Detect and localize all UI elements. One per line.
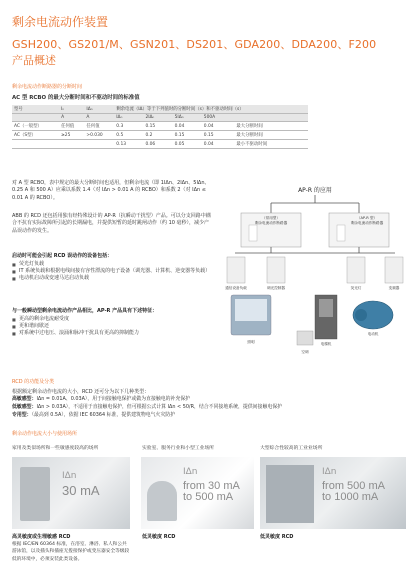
photo-lab-symbol: IΔn [183, 467, 198, 477]
table-cell: 最小不驱动时间 [234, 140, 308, 149]
list-item: ■ 荧光灯负载 [12, 261, 217, 268]
load-label-dimmer: 调光控制器 [267, 286, 285, 290]
table-header-cell: A [59, 114, 84, 122]
load-label-comm: 通信设备负载 [225, 286, 247, 290]
rcd-type-low [12, 404, 412, 411]
table-cell: 0.06 [143, 140, 172, 149]
rcd-type-high [12, 396, 412, 403]
table-header-row [12, 105, 308, 114]
table-cell: AC（一般型） [12, 122, 59, 131]
page-title: 剩余电流动作装置 [12, 15, 109, 29]
rcd-type-special [12, 412, 412, 419]
rcd-type-label: 低敏感型： [12, 404, 37, 410]
table-row [12, 122, 308, 131]
table-header-cell: 5IΔₙ [173, 114, 202, 122]
device-list [12, 261, 217, 282]
rcd-type-label: 专用型： [12, 412, 32, 418]
table-caption: AC 型 RCBO 的最大分断时间和不驱动时间的标准值 [12, 95, 140, 101]
list-heading-features: 与一般瞬动型剩余电流动作产品相比，AP-R 产品具有下述特征： [12, 308, 158, 314]
left-box-label-2: 剩余电流动作断路器 [254, 221, 288, 225]
table-header-cell [234, 114, 308, 122]
load-label-elevator: 电梯机 [320, 342, 332, 346]
table-cell: 0.15 [143, 122, 172, 131]
photo-home-value: 30 mA [62, 483, 100, 498]
table-cell: 0.05 [173, 140, 202, 149]
table-header-cell: 2IΔₙ [143, 114, 172, 122]
left-box-label-1: （常用型） [262, 216, 280, 220]
table-cell: 任何值 [59, 122, 84, 131]
rcd-type-text: IΔn > 0.03A），不适用于直接触电保护，但可根据公式计算 IΔn < 50/R，结合不同接地系统，提供间接触电保护 [36, 404, 283, 410]
table-cell: 0.04 [202, 140, 235, 149]
paragraph-ap-r: ABB 的 RCD 还包括用独有经特殊设计的 AP-R（抗瞬动干扰型）产品。可以分支回路中耦合不抗有实际故障所引起的长期漏电，并提供短暂的延时跳闸动作（约 10 毫秒），减少产品误动作的发生。 [12, 213, 211, 234]
usage-caption-lab: 实验室、服务行业和小型工业场所 [142, 446, 214, 451]
table-cell: AC（S型） [12, 131, 59, 140]
usage-caption-industry: 大型综合性较高的工业业场所 [260, 446, 323, 451]
table-header-cell: Iₙ [59, 105, 84, 114]
list-heading-devices: 启动时可能会引起 RCD 误动作的设备包括： [12, 253, 113, 259]
photo-industry [260, 457, 406, 529]
usage-heading-high: 高灵敏度或生理敏感 RCD [12, 534, 71, 540]
table-cell: 最大分断时间 [234, 122, 308, 131]
rcd-type-text: IΔn = 0.01A、0.03A），用于间接触电保护或做为直接触电的补充保护 [36, 396, 191, 402]
load-label-motor: 电动机 [367, 332, 379, 336]
table-cell: 0.15 [202, 131, 235, 140]
list-item: ■ IT 系统负载和根据电线间接有容性漂流的电子设备（调光器、计算机、逆变器等负载） [12, 268, 217, 275]
table-header-cell: 型号 [12, 105, 59, 114]
usage-caption-home: 家用及类似场所和一些敏感度较高的场所 [12, 446, 99, 451]
table-cell: 0.04 [173, 122, 202, 131]
rcd-type-label: 高敏感型： [12, 396, 37, 402]
page-subtitle: 产品概述 [12, 54, 56, 67]
usage-heading-low-1: 低灵敏度 RCD [142, 534, 176, 540]
ap-r-application-diagram [221, 185, 409, 361]
load-label-lighting: 照明 [247, 340, 255, 344]
load-label-inverter: 变频器 [388, 286, 400, 290]
table-cell: 0.13 [114, 140, 143, 149]
model-list: GSH200、GS201/M、GSN201、DS201、GDA200、DDA200、F200 [12, 38, 377, 51]
list-item: ■ 更高的剩余电流耐受度 [12, 316, 217, 323]
table-header-cell: IΔₙ [84, 105, 114, 114]
table-cell [59, 140, 84, 149]
usage-text-high: 根据 IEC/EN 60364 标准，在浴室、淋浴、私人和公共游泳馆，以及插头和插座无拨接保护或变压器安全等级较低的环境中，必须安装此类设备。 [12, 542, 130, 562]
right-box-label-1: （AP-R 型） [356, 216, 378, 220]
photo-lab [141, 457, 254, 529]
table-row [12, 131, 308, 140]
rcd-type-text: （最高到 0.5A），依据 IEC 60364 标准，提供建筑物电气火灾防护 [31, 412, 176, 418]
photo-lab-value: from 30 mA to 500 mA [183, 480, 240, 503]
rcd-intro: 根据额定剩余动作电流的大小，RCD 还可分为以下几种类型： [12, 389, 150, 395]
section-heading-usage: 剩余动作电流大小与使用场所 [12, 431, 78, 437]
load-label-fluorescent: 荧光灯 [350, 286, 362, 290]
table-cell: ≥25 [59, 131, 84, 140]
table-cell [12, 140, 59, 149]
feature-list [12, 316, 217, 337]
table-cell: 任何值 [84, 122, 114, 131]
list-item: ■ 对系统中过电压、浪涌和脉冲干扰具有更高的抑制能力 [12, 330, 217, 337]
right-box-label-2: 剩余电流动作断路器 [350, 221, 384, 225]
aircon-image [297, 331, 313, 345]
section-heading-breaking-time: 剩余电流动作断路器的分断时间 [12, 84, 83, 90]
table-cell: >0.030 [84, 131, 114, 140]
table-cell [84, 140, 114, 149]
paragraph-type-a: 对 A 型 RCBO，表中规定的最大分断时间也适用，但剩余电流（即 1IΔn、2IΔn、5IΔn、0.25 A 和 500 A）应乘以系数 1.4（对 IΔn > 0.01 A 的 RCBO）和系数 2（对 IΔn ≤ 0.01 A 的 RCBO）。 [12, 180, 210, 201]
table-header-cell: IΔₙ [114, 114, 143, 122]
diagram-title: AP-R 的应用 [298, 187, 332, 194]
photo-home-symbol: IΔn [62, 471, 77, 481]
photo-home [12, 457, 130, 529]
breaker-row [227, 257, 403, 283]
table-cell: 0.3 [114, 122, 143, 131]
photo-industry-value: from 500 mA to 1000 mA [322, 480, 385, 503]
table-cell: 0.2 [143, 131, 172, 140]
table-header-cell [12, 114, 59, 122]
table-header-cell: 剩余电流（IΔ）等于下列值时的分断时间（s）和不驱动时间（s） [114, 105, 308, 114]
table-row [12, 140, 308, 149]
breaking-time-table [12, 105, 308, 149]
photo-industry-symbol: IΔn [322, 467, 337, 477]
list-item: ■ 更和谐间歇还 [12, 323, 217, 330]
section-heading-rcd: RCD 的功能及分类 [12, 379, 55, 385]
table-cell: 0.04 [202, 122, 235, 131]
table-cell: 最大分断时间 [234, 131, 308, 140]
load-label-aircon: 空调 [301, 350, 309, 354]
table-header-cell: 500A [202, 114, 235, 122]
table-cell: 0.15 [173, 131, 202, 140]
list-item: ■ 电动机启动或变速马达启动负载 [12, 275, 217, 282]
table-header-row [12, 114, 308, 122]
usage-heading-low-2: 低灵敏度 RCD [260, 534, 294, 540]
table-header-cell: A [84, 114, 114, 122]
table-cell: 0.5 [114, 131, 143, 140]
